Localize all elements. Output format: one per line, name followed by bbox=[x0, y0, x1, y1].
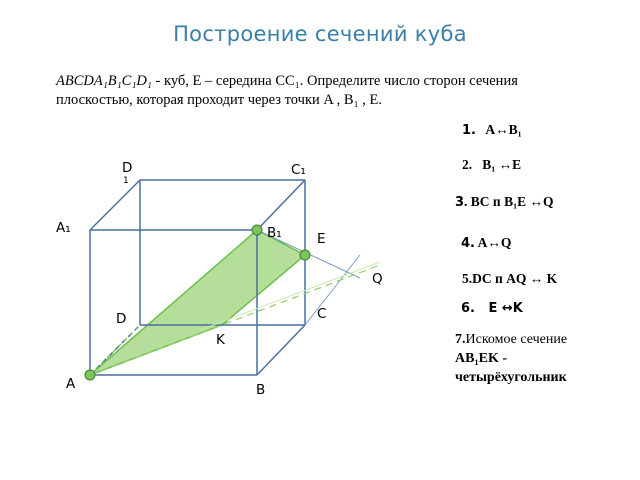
step-5-number: 5. bbox=[462, 271, 473, 286]
conclusion-line1: Искомое сечение bbox=[465, 332, 568, 347]
label-A1: A₁ bbox=[56, 220, 71, 236]
label-D1: D bbox=[122, 160, 133, 176]
step-1-number: 1. bbox=[462, 123, 476, 138]
task-separator: - bbox=[151, 73, 164, 89]
label-D: D bbox=[116, 311, 127, 327]
edge-B1C1 bbox=[257, 180, 305, 230]
step-6-number: 6. bbox=[461, 301, 475, 316]
step-6-text: E ↔K bbox=[488, 301, 523, 316]
label-D1-sub: 1 bbox=[123, 176, 129, 186]
label-C: C bbox=[317, 306, 327, 322]
point-E bbox=[300, 250, 310, 260]
label-E: E bbox=[317, 231, 326, 247]
label-A: A bbox=[66, 376, 76, 392]
step-5 bbox=[462, 271, 557, 287]
slide-title: Построение сечений куба bbox=[173, 22, 467, 46]
step-4-number: 4. bbox=[461, 236, 475, 251]
conclusion-number: 7. bbox=[455, 332, 466, 347]
step-2-text: B₁ ↔E bbox=[482, 157, 522, 172]
label-Q: Q bbox=[372, 271, 383, 287]
edge-BC bbox=[257, 325, 305, 375]
step-2 bbox=[462, 157, 521, 173]
label-B: B bbox=[256, 382, 266, 398]
step-2-number: 2. bbox=[462, 157, 473, 172]
step-3-number: 3 bbox=[455, 195, 465, 210]
point-A bbox=[85, 370, 95, 380]
step-5-text: DC п AQ ↔ K bbox=[472, 271, 558, 286]
label-B1: B₁ bbox=[267, 225, 282, 241]
step-3 bbox=[455, 194, 554, 210]
step-6 bbox=[461, 300, 523, 316]
edge-D1A1 bbox=[90, 180, 140, 230]
step-4 bbox=[461, 235, 511, 251]
conclusion-line2: AB₁EK - bbox=[455, 351, 508, 366]
step-4-text: A↔Q bbox=[477, 235, 512, 250]
task-text-line1: куб, E – середина CC₁. Определите число сторон сечения bbox=[163, 73, 518, 89]
step-1 bbox=[462, 122, 522, 138]
conclusion-line3: четырёхугольник bbox=[455, 370, 567, 385]
label-K: K bbox=[216, 332, 225, 348]
step-1-text: A↔B₁ bbox=[485, 122, 522, 137]
point-B1 bbox=[252, 225, 262, 235]
conclusion bbox=[455, 330, 625, 387]
step-3-text: . BC п B₁E ↔Q bbox=[464, 194, 554, 209]
label-C1: C₁ bbox=[291, 162, 306, 178]
task-text-line2: плоскостью, которая проходит через точки A , B₁ , E. bbox=[56, 92, 383, 108]
cube-name: ABCDA₁B₁C₁D₁ bbox=[56, 73, 152, 89]
